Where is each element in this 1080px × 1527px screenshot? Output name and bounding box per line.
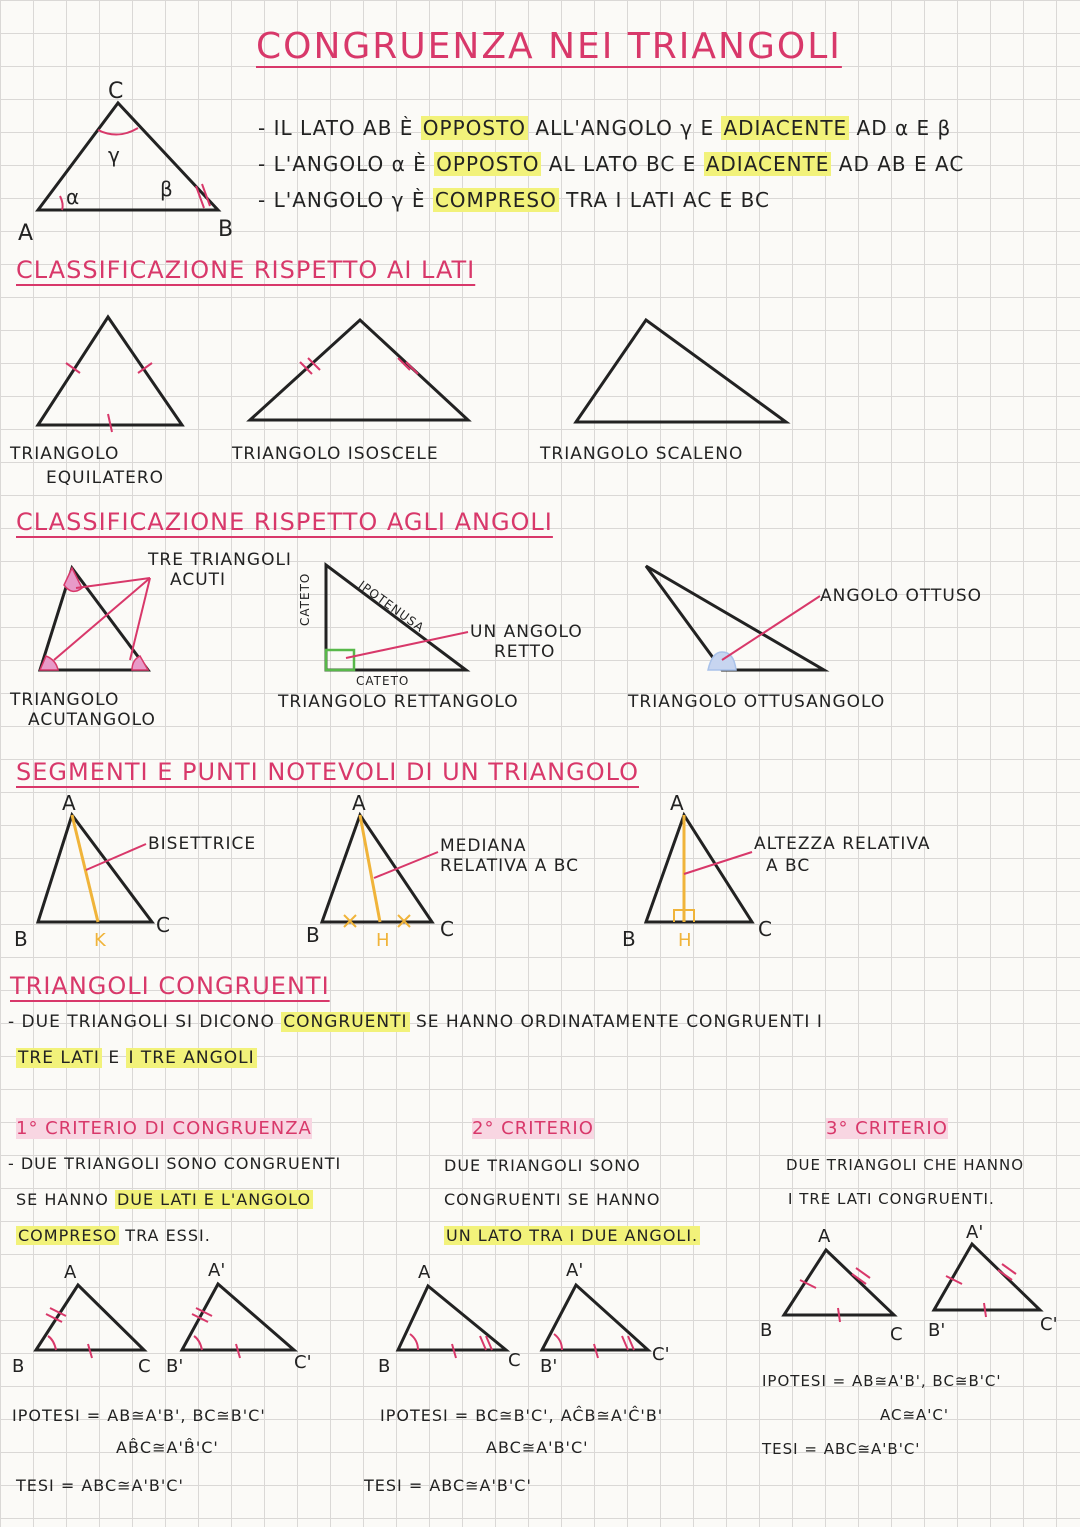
seg3-h-label: H bbox=[678, 930, 692, 951]
scalene-triangle bbox=[576, 320, 786, 422]
vertex-b-label: B bbox=[218, 217, 234, 242]
c1-b1-label: B' bbox=[166, 1356, 184, 1377]
c1-b-label: B bbox=[12, 1356, 25, 1377]
c1-heading: 1° CRITERIO DI CONGRUENZA bbox=[16, 1118, 312, 1139]
intro-line-2: - L'ANGOLO α È OPPOSTO AL LATO BC E ADIACENTE AD AB E AC bbox=[258, 152, 965, 176]
c2-a1-label: A' bbox=[566, 1260, 584, 1281]
main-triangle bbox=[38, 103, 218, 210]
seg2-a-label: A bbox=[352, 791, 366, 815]
c3-c-label: C bbox=[890, 1324, 903, 1345]
c3-a1-label: A' bbox=[966, 1222, 984, 1243]
c2-c-label: C bbox=[508, 1350, 521, 1371]
right-note-1: UN ANGOLO bbox=[470, 622, 583, 642]
height-label-1: ALTEZZA RELATIVA bbox=[754, 834, 931, 854]
cateto-horizontal-label: CATETO bbox=[356, 674, 410, 688]
c1-hypothesis-2: AB̂C≅A'B̂'C' bbox=[116, 1438, 219, 1457]
c3-line-1: DUE TRIANGOLI CHE HANNO bbox=[786, 1156, 1025, 1174]
c1-thesis: TESI = ABC≅A'B'C' bbox=[16, 1476, 184, 1495]
right-label: TRIANGOLO RETTANGOLO bbox=[278, 692, 519, 712]
vertex-c-label: C bbox=[108, 79, 124, 104]
c2-thesis: TESI = ABC≅A'B'C' bbox=[364, 1476, 532, 1495]
seg3-b-label: B bbox=[622, 927, 636, 951]
c1-line-2: SE HANNO DUE LATI E L'ANGOLO bbox=[16, 1190, 312, 1209]
c1-a1-label: A' bbox=[208, 1260, 226, 1281]
c2-line-3: UN LATO TRA I DUE ANGOLI. bbox=[446, 1226, 699, 1245]
c3-b-label: B bbox=[760, 1320, 773, 1341]
criteria-marks bbox=[46, 1264, 1016, 1358]
c2-hypothesis-2: ABC≅A'B'C' bbox=[486, 1438, 589, 1457]
equilateral-label-2: EQUILATERO bbox=[46, 468, 165, 488]
seg2-h-label: H bbox=[376, 930, 390, 951]
median-triangle bbox=[322, 815, 438, 927]
c3-line-2: I TRE LATI CONGRUENTI. bbox=[788, 1190, 995, 1208]
cateto-vertical-label: CATETO bbox=[298, 572, 312, 626]
seg2-b-label: B bbox=[306, 923, 320, 947]
c1-c1-label: C' bbox=[294, 1352, 312, 1373]
seg1-b-label: B bbox=[14, 927, 28, 951]
c3-heading: 3° CRITERIO bbox=[826, 1118, 948, 1139]
c1-line-3: COMPRESO TRA ESSI. bbox=[18, 1226, 211, 1245]
segments-heading: SEGMENTI E PUNTI NOTEVOLI DI UN TRIANGOLO bbox=[16, 758, 639, 786]
c3-hypothesis-2: AC≅A'C' bbox=[880, 1406, 950, 1424]
bisector-label: BISETTRICE bbox=[148, 834, 257, 854]
c2-triangle-a1b1c1 bbox=[542, 1285, 648, 1350]
sides-heading: CLASSIFICAZIONE RISPETTO AI LATI bbox=[16, 256, 476, 284]
c2-b-label: B bbox=[378, 1356, 391, 1377]
seg3-a-label: A bbox=[670, 791, 684, 815]
isosceles-triangle bbox=[250, 320, 468, 420]
median-label-1: MEDIANA bbox=[440, 836, 527, 856]
seg1-c-label: C bbox=[156, 913, 170, 937]
right-note-2: RETTO bbox=[494, 642, 556, 662]
c1-line-1: - DUE TRIANGOLI SONO CONGRUENTI bbox=[8, 1154, 342, 1173]
c2-b1-label: B' bbox=[540, 1356, 558, 1377]
obtuse-note: ANGOLO OTTUSO bbox=[820, 586, 983, 606]
acute-note-1: TRE TRIANGOLI bbox=[148, 550, 292, 570]
acute-label-1: TRIANGOLO bbox=[10, 690, 120, 710]
intro-line-1: - IL LATO AB È OPPOSTO ALL'ANGOLO γ E ADIACENTE AD α E β bbox=[258, 116, 952, 140]
c2-line-2: CONGRUENTI SE HANNO bbox=[444, 1190, 661, 1209]
intro-line-3: - L'ANGOLO γ È COMPRESO TRA I LATI AC E BC bbox=[258, 188, 770, 212]
c1-c-label: C bbox=[138, 1356, 151, 1377]
median-label-2: RELATIVA A BC bbox=[440, 856, 579, 876]
scalene-label: TRIANGOLO SCALENO bbox=[540, 444, 744, 464]
angles-heading: CLASSIFICAZIONE RISPETTO AGLI ANGOLI bbox=[16, 508, 553, 536]
beta-label: β bbox=[160, 177, 173, 201]
c2-hypothesis: IPOTESI = BC≅B'C', AĈB≅A'Ĉ'B' bbox=[380, 1406, 664, 1425]
congruent-def-line-2: TRE LATI E I TRE ANGOLI bbox=[18, 1048, 255, 1068]
height-triangle bbox=[646, 815, 752, 922]
bisector-triangle bbox=[38, 815, 152, 922]
c2-triangle-abc bbox=[398, 1286, 506, 1350]
obtuse-label: TRIANGOLO OTTUSANGOLO bbox=[628, 692, 886, 712]
c3-triangle-abc bbox=[784, 1250, 894, 1315]
c2-heading: 2° CRITERIO bbox=[472, 1118, 594, 1139]
obtuse-triangle bbox=[646, 566, 824, 670]
height-label-2: A BC bbox=[766, 856, 811, 876]
c3-thesis: TESI = ABC≅A'B'C' bbox=[762, 1440, 921, 1458]
acute-triangle bbox=[40, 568, 150, 670]
c2-line-1: DUE TRIANGOLI SONO bbox=[444, 1156, 641, 1175]
c3-b1-label: B' bbox=[928, 1320, 946, 1341]
seg1-a-label: A bbox=[62, 791, 76, 815]
sides-triangles bbox=[38, 317, 786, 425]
acute-label-2: ACUTANGOLO bbox=[28, 710, 156, 730]
ipotenusa-label: IPOTENUSA bbox=[355, 578, 428, 636]
c3-c1-label: C' bbox=[1040, 1314, 1058, 1335]
congruent-heading: TRIANGOLI CONGRUENTI bbox=[10, 972, 330, 1000]
c1-hypothesis: IPOTESI = AB≅A'B', BC≅B'C' bbox=[12, 1406, 266, 1425]
seg1-k-label: K bbox=[94, 930, 106, 951]
seg2-c-label: C bbox=[440, 917, 454, 941]
equilateral-triangle bbox=[38, 317, 182, 425]
c2-c1-label: C' bbox=[652, 1344, 670, 1365]
c3-a-label: A bbox=[818, 1226, 831, 1247]
vertex-a-label: A bbox=[18, 221, 34, 246]
c3-hypothesis: IPOTESI = AB≅A'B', BC≅B'C' bbox=[762, 1372, 1002, 1390]
page-title: CONGRUENZA NEI TRIANGOLI bbox=[256, 26, 842, 67]
alpha-label: α bbox=[66, 185, 80, 209]
c2-a-label: A bbox=[418, 1262, 431, 1283]
seg3-c-label: C bbox=[758, 917, 772, 941]
gamma-label: γ bbox=[108, 143, 120, 167]
congruent-def-line-1: - DUE TRIANGOLI SI DICONO CONGRUENTI SE HANNO ORDINATAMENTE CONGRUENTI I bbox=[8, 1012, 823, 1032]
c1-a-label: A bbox=[64, 1262, 77, 1283]
isosceles-label: TRIANGOLO ISOSCELE bbox=[232, 444, 439, 464]
equilateral-label-1: TRIANGOLO bbox=[10, 444, 120, 464]
acute-note-2: ACUTI bbox=[170, 570, 227, 590]
